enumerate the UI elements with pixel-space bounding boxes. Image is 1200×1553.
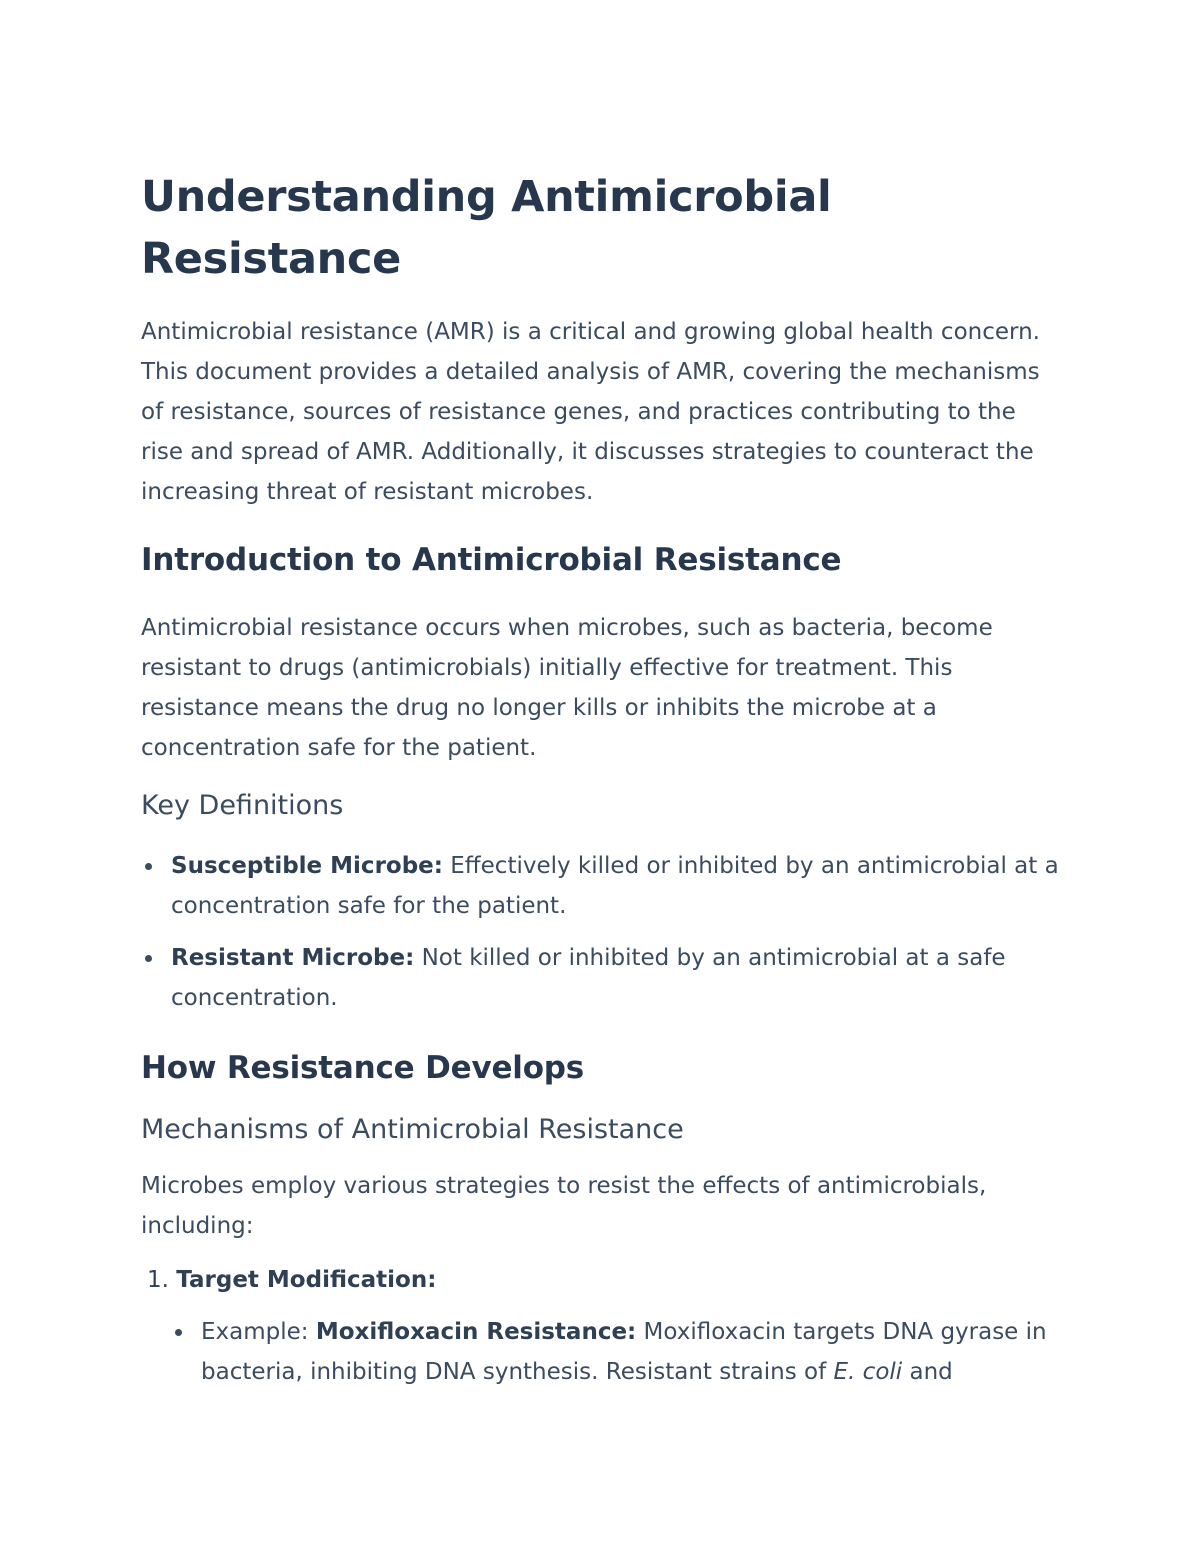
- example-prefix: Example:: [201, 1319, 316, 1345]
- list-item: [141, 846, 1061, 926]
- introduction-paragraph: Antimicrobial resistance occurs when microbes, such as bacteria, become resistant to drugs (antimicrobials) initially effective for treatment. This resistance means the drug no longer kills or inhibits the microbe at a concentration safe for the patient.: [141, 615, 993, 761]
- definition-text: Not killed or inhibited by an antimicrobial at a safe concentration.: [171, 945, 1006, 1011]
- list-item: [171, 1312, 1061, 1392]
- definition-term: Susceptible Microbe:: [171, 853, 443, 879]
- example-term: Moxifloxacin Resistance:: [315, 1319, 637, 1345]
- species-name: E. coli: [833, 1359, 903, 1385]
- intro-paragraph: Antimicrobial resistance (AMR) is a critical and growing global health concern. This document provides a detailed analysis of AMR, covering the mechanisms of resistance, sources of resistance genes, and practices contributing to the rise and spread of AMR. Additionally, it discusses strategies to counteract the increasing threat of resistant microbes.: [141, 319, 1040, 505]
- mechanisms-intro-paragraph: Microbes employ various strategies to resist the effects of antimicrobials, including:: [141, 1173, 987, 1239]
- section-heading-how-resistance-develops: How Resistance Develops: [141, 1050, 585, 1086]
- list-item: [141, 938, 1061, 1018]
- section-heading-introduction: Introduction to Antimicrobial Resistance: [141, 542, 842, 578]
- example-list: [141, 1312, 1061, 1392]
- definitions-list: [141, 846, 1061, 1018]
- numbered-item: [141, 1260, 1061, 1300]
- document-title: Understanding Antimicrobial Resistance: [141, 172, 832, 284]
- document-content: [141, 166, 1061, 1392]
- item-number: 1.: [147, 1267, 169, 1293]
- item-label: Target Modification:: [176, 1267, 437, 1293]
- bullet-icon: [175, 1329, 182, 1336]
- subheading-mechanisms: Mechanisms of Antimicrobial Resistance: [141, 1114, 684, 1145]
- bullet-icon: [145, 863, 152, 870]
- definition-term: Resistant Microbe:: [171, 945, 415, 971]
- example-tail: and: [902, 1359, 953, 1385]
- bullet-icon: [145, 955, 152, 962]
- definition-text: Effectively killed or inhibited by an antimicrobial at a concentration safe for the patient.: [171, 853, 1059, 919]
- subheading-key-definitions: Key Definitions: [141, 790, 344, 821]
- example-text: Moxifloxacin targets DNA gyrase in bacteria, inhibiting DNA synthesis. Resistant strains of: [201, 1319, 1047, 1385]
